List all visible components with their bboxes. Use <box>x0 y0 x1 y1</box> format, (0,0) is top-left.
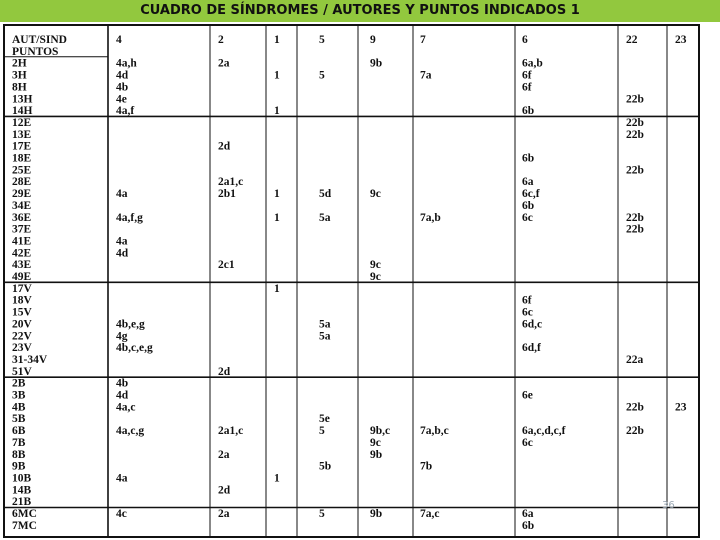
table-cell: 1 <box>274 188 280 201</box>
header-column-6: 6 <box>522 34 528 46</box>
table-cell: 1 <box>274 211 280 224</box>
row-label: 5B <box>12 413 26 426</box>
row-label: 28E <box>12 176 32 189</box>
row-label: 4B <box>12 401 26 414</box>
table-cell: 6a <box>522 176 534 189</box>
row-label: 37E <box>12 223 32 236</box>
table-cell: 9b <box>370 57 383 70</box>
table-cell: 6b <box>522 152 535 165</box>
table-cell: 9b <box>370 448 383 461</box>
row-label: 14H <box>12 105 33 118</box>
table-cell: 1 <box>274 472 280 485</box>
table-cell: 6c <box>522 436 533 449</box>
row-label: 34E <box>12 199 32 212</box>
table-cell: 4e <box>116 93 127 106</box>
table-cell: 2d <box>218 140 231 153</box>
table-cell: 6b <box>522 519 535 532</box>
row-label: 22V <box>12 330 32 343</box>
table-cell: 1 <box>274 282 280 295</box>
header-column-7: 7 <box>420 34 426 46</box>
header-column-2: 2 <box>218 34 224 46</box>
table-cell: 6a,b <box>522 57 543 70</box>
table-cell: 6c <box>522 306 533 319</box>
page-number: 36 <box>662 500 675 511</box>
table-cell: 6f <box>522 81 532 94</box>
table-cell: 6e <box>522 389 533 402</box>
row-label: 31-34V <box>12 353 48 366</box>
table-cell: 1 <box>274 69 280 82</box>
row-label: 17E <box>12 140 32 153</box>
table-cell: 22b <box>626 401 644 414</box>
row-label: 41E <box>12 235 32 248</box>
header-column-1: 1 <box>274 34 280 46</box>
header-column-9: 9 <box>370 34 376 46</box>
table-cell: 9c <box>370 188 381 201</box>
table-cell: 6c,f <box>522 188 540 201</box>
table-cell: 22b <box>626 425 644 438</box>
row-label: 2B <box>12 377 26 390</box>
slide-title: CUADRO DE SÍNDROMES / AUTORES Y PUNTOS INDICADOS 1 <box>0 0 720 22</box>
table-cell: 6a,c,d,c,f <box>522 425 566 438</box>
row-label: 7B <box>12 436 26 449</box>
table-cell: 22b <box>626 223 644 236</box>
row-label: 51V <box>12 365 32 378</box>
table-cell: 9c <box>370 436 381 449</box>
table-cell: 4d <box>116 69 129 82</box>
row-label: 42E <box>12 247 32 260</box>
table-cell: 2a1,c <box>218 425 244 438</box>
table-cell: 4a,c,g <box>116 425 145 438</box>
row-label: 12E <box>12 116 32 129</box>
table-cell: 4d <box>116 247 129 260</box>
table-cell: 4g <box>116 330 128 343</box>
table-cell: 22b <box>626 116 644 129</box>
table-cell: 7a,b,c <box>420 425 449 438</box>
row-label: 21B <box>12 496 32 509</box>
row-label: 20V <box>12 318 32 331</box>
table-cell: 4b <box>116 377 129 390</box>
table-cell: 4a,f <box>116 105 135 118</box>
table-cell: 9c <box>370 271 381 283</box>
row-label: 18V <box>12 294 32 307</box>
header-row-label: AUT/SIND <box>12 34 67 46</box>
table-cell: 7a,c <box>420 508 440 520</box>
table-cell: 4a,f,g <box>116 211 143 224</box>
table-cell: 6b <box>522 199 535 212</box>
table-cell: 4a,c <box>116 401 136 414</box>
row-label: 8H <box>12 81 27 94</box>
header-points-label: PUNTOS <box>12 45 59 58</box>
row-label: 3B <box>12 389 26 402</box>
row-label: 14B <box>12 484 32 497</box>
row-label: 25E <box>12 164 32 177</box>
row-label: 29E <box>12 188 32 201</box>
table-cell: 23 <box>675 401 687 414</box>
row-label: 23V <box>12 342 32 355</box>
row-label: 6MC <box>12 508 37 520</box>
table-cell: 2b1 <box>218 188 236 201</box>
table-cell: 2a <box>218 57 230 70</box>
table-cell: 6a <box>522 508 534 520</box>
table-cell: 5a <box>319 318 331 331</box>
table-cell: 4b <box>116 81 129 94</box>
table-cell: 7a <box>420 69 432 82</box>
table-cell: 2c1 <box>218 259 235 272</box>
row-label: 36E <box>12 211 32 224</box>
table-cell: 5 <box>319 508 325 520</box>
table-cell: 2a <box>218 508 230 520</box>
table-cell: 2d <box>218 365 231 378</box>
row-label: 3H <box>12 69 27 82</box>
table-cell: 6d,c <box>522 318 543 331</box>
table-cell: 22a <box>626 353 644 366</box>
row-label: 6B <box>12 425 26 438</box>
table-cell: 4a <box>116 235 128 248</box>
table-cell: 5b <box>319 460 332 473</box>
table-cell: 9b,c <box>370 425 391 438</box>
table-cell: 5d <box>319 188 332 201</box>
row-label: 8B <box>12 448 26 461</box>
table-cell: 7a,b <box>420 211 441 224</box>
table-cell: 4a <box>116 472 128 485</box>
table-cell: 1 <box>274 105 280 118</box>
row-label: 15V <box>12 306 32 319</box>
table-cell: 6c <box>522 211 533 224</box>
table-cell: 2d <box>218 484 231 497</box>
row-label: 9B <box>12 460 26 473</box>
table-cell: 6f <box>522 294 532 307</box>
table-cell: 4b,c,e,g <box>116 342 153 355</box>
table-cell: 5 <box>319 425 325 438</box>
table-cell: 4c <box>116 508 127 520</box>
table-cell: 5e <box>319 413 330 426</box>
table-cell: 22b <box>626 211 644 224</box>
table-cell: 5a <box>319 330 331 343</box>
table-cell: 22b <box>626 128 644 141</box>
row-label: 10B <box>12 472 32 485</box>
table-cell: 4a <box>116 188 128 201</box>
table-cell: 9c <box>370 259 381 272</box>
header-column-5: 5 <box>319 34 325 46</box>
table-cell: 5a <box>319 211 331 224</box>
header-column-4: 4 <box>116 34 122 46</box>
table-cell: 6d,f <box>522 342 541 355</box>
row-label: 13H <box>12 93 33 106</box>
table-cell: 7b <box>420 460 433 473</box>
table-cell: 22b <box>626 164 644 177</box>
table-cell: 22b <box>626 93 644 106</box>
row-label: 2H <box>12 57 27 70</box>
table-cell: 6f <box>522 69 532 82</box>
row-label: 17V <box>12 282 32 295</box>
header-column-23: 23 <box>675 34 687 46</box>
header-column-22: 22 <box>626 34 638 46</box>
table-cell: 4b,e,g <box>116 318 145 331</box>
table-cell: 4d <box>116 389 129 402</box>
row-label: 13E <box>12 128 32 141</box>
table-cell: 4a,h <box>116 57 137 70</box>
row-label: 7MC <box>12 519 37 532</box>
table-cell: 9b <box>370 508 383 520</box>
table-cell: 2a1,c <box>218 176 244 189</box>
row-label: 18E <box>12 152 32 165</box>
row-label: 43E <box>12 259 32 272</box>
table-cell: 6b <box>522 105 535 118</box>
table-cell: 2a <box>218 448 230 461</box>
row-label: 49E <box>12 271 32 283</box>
table-cell: 5 <box>319 69 325 82</box>
